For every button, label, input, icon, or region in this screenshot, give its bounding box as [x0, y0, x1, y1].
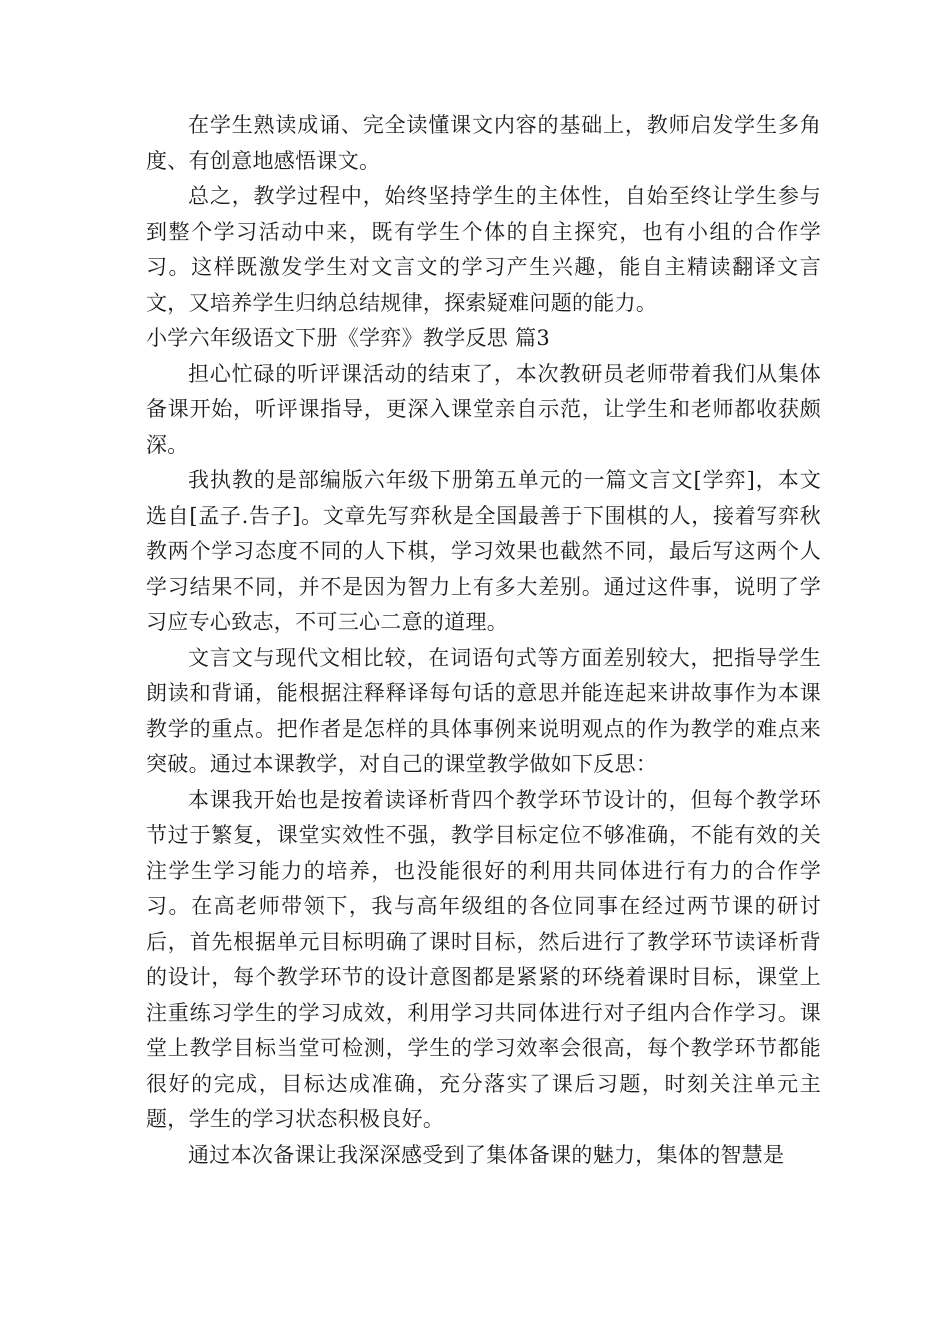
paragraph: 在学生熟读成诵、完全读懂课文内容的基础上，教师启发学生多角度、有创意地感悟课文。 — [146, 113, 821, 173]
document-body — [146, 108, 821, 1173]
paragraph: 担心忙碌的听评课活动的结束了，本次教研员老师带着我们从集体备课开始，听评课指导，更深入课堂亲自示范，让学生和老师都收获颇深。 — [146, 361, 821, 457]
section-heading: 小学六年级语文下册《学弈》教学反思 篇3 — [146, 326, 551, 350]
paragraph: 总之，教学过程中，始终坚持学生的主体性，自始至终让学生参与到整个学习活动中来，既有学生个体的自主探究，也有小组的合作学习。这样既激发学生对文言文的学习产生兴趣，能自主精读翻译文言文，又培养学生归纳总结规律，探索疑难问题的能力。 — [146, 184, 821, 315]
paragraph: 本课我开始也是按着读译析背四个教学环节设计的，但每个教学环节过于繁复，课堂实效性不强，教学目标定位不够准确，不能有效的关注学生学习能力的培养，也没能很好的利用共同体进行有力的合作学习。在高老师带领下，我与高年级组的各位同事在经过两节课的研讨后，首先根据单元目标明确了课时目标，然后进行了教学环节读译析背的设计，每个教学环节的设计意图都是紧紧的环绕着课时目标，课堂上注重练习学生的学习成效，利用学习共同体进行对子组内合作学习。课堂上教学目标当堂可检测，学生的学习效率会很高，每个教学环节都能很好的完成，目标达成准确，充分落实了课后习题，时刻关注单元主题，学生的学习状态积极良好。 — [146, 787, 821, 1131]
paragraph: 通过本次备课让我深深感受到了集体备课的魅力，集体的智慧是 — [188, 1142, 785, 1167]
paragraph: 我执教的是部编版六年级下册第五单元的一篇文言文[学弈]，本文选自[孟子.告子]。文章先写弈秋是全国最善于下围棋的人，接着写弈秋教两个学习态度不同的人下棋，学习效果也截然不同，最后写这两个人学习结果不同，并不是因为智力上有多大差别。通过这件事，说明了学习应专心致志，不可三心二意的道理。 — [146, 468, 821, 634]
paragraph: 文言文与现代文相比较，在词语句式等方面差别较大，把指导学生朗读和背诵，能根据注释释译每句话的意思并能连起来讲故事作为本课教学的重点。把作者是怎样的具体事例来说明观点的作为教学的难点来突破。通过本课教学，对自己的课堂教学做如下反思： — [146, 645, 821, 776]
